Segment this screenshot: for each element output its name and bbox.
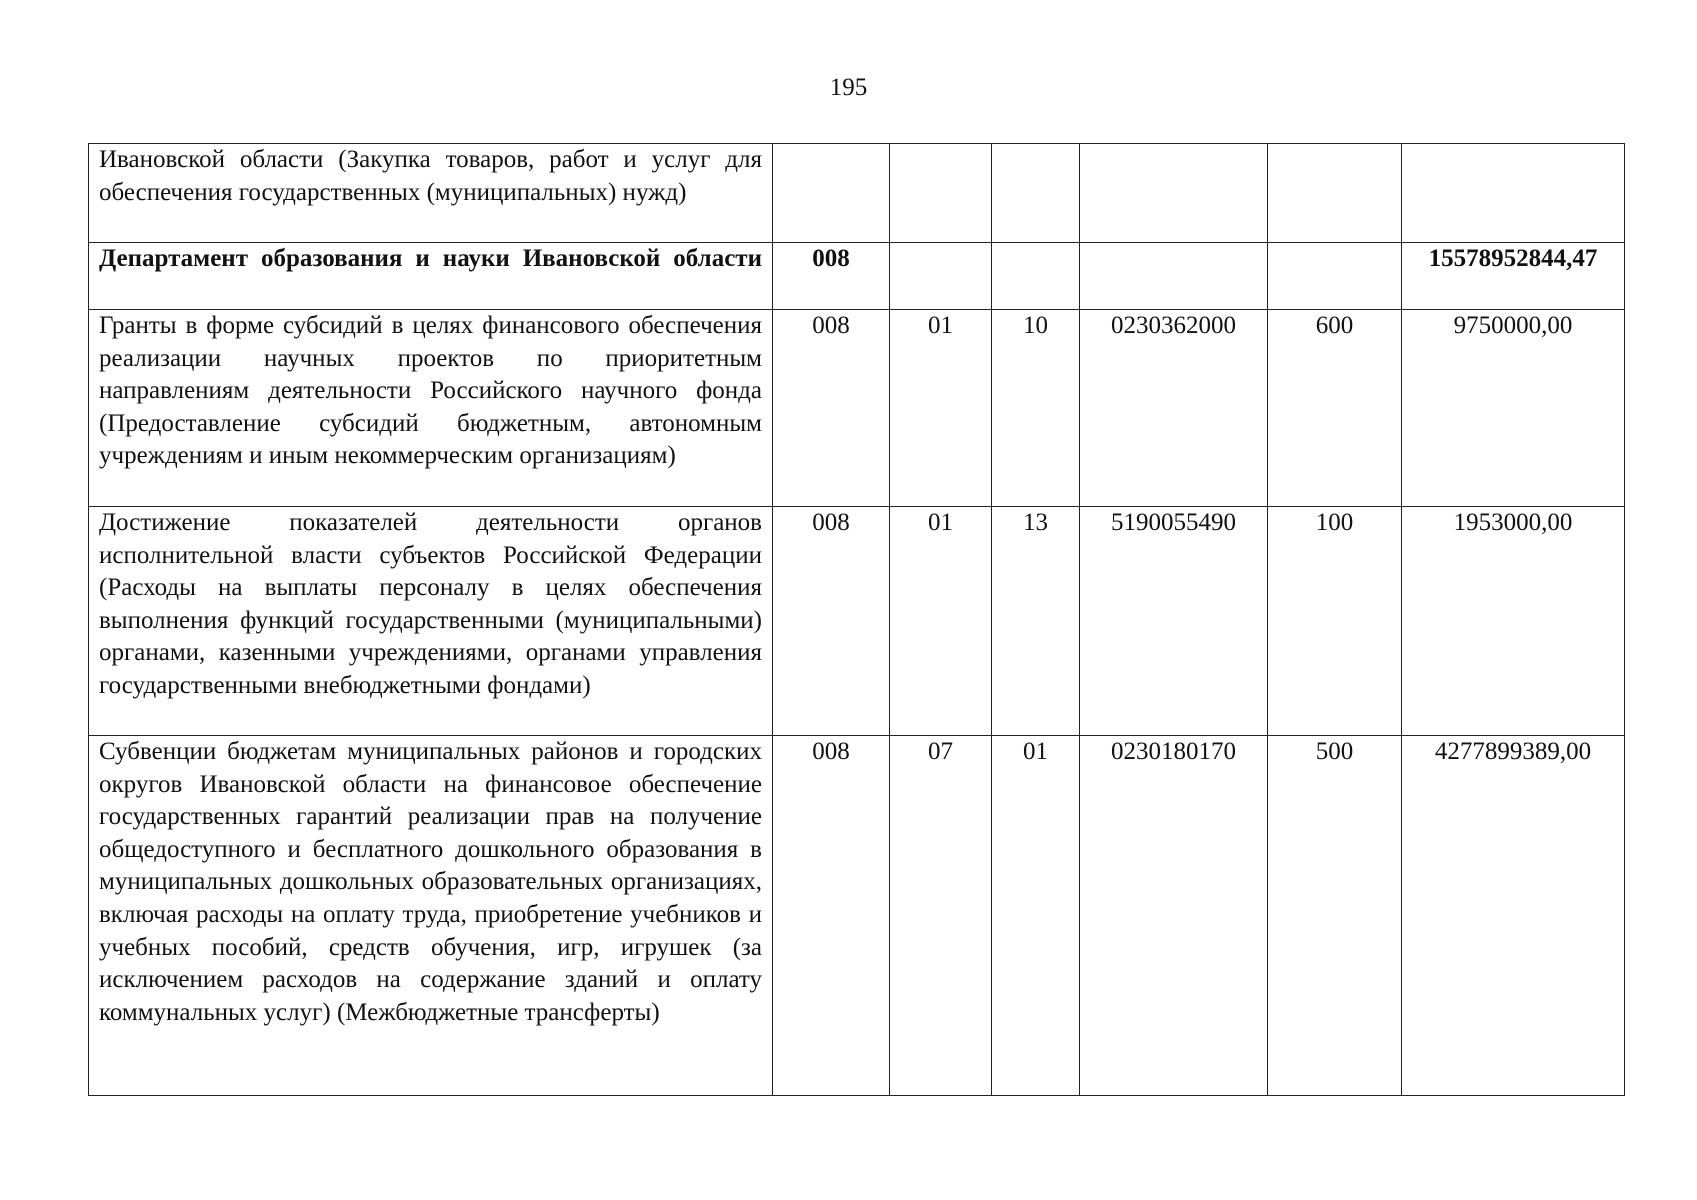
amount: 15578952844,47: [1402, 243, 1625, 310]
amount: 9750000,00: [1402, 310, 1625, 507]
ministry-code: 008: [773, 243, 890, 310]
section-code: 01: [890, 310, 992, 507]
subsection-code: 10: [992, 310, 1080, 507]
target-article-code: 0230180170: [1080, 736, 1268, 1096]
section-code: 01: [890, 507, 992, 736]
section-code: [890, 144, 992, 243]
expense-type-code: 500: [1268, 736, 1402, 1096]
page-number: 195: [829, 74, 868, 101]
ministry-code: 008: [773, 310, 890, 507]
table-row: [89, 736, 1625, 1096]
expense-type-code: 100: [1268, 507, 1402, 736]
row-description: Ивановской области (Закупка товаров, работ и услуг для обеспечения государственных (муниципальных) нужд): [89, 144, 773, 243]
row-description: Гранты в форме субсидий в целях финансового обеспечения реализации научных проектов по приоритетным направлениям деятельности Российского научного фонда (Предоставление субсидий бюджетным, автономным учреждениям и иным некоммерческим организациям): [89, 310, 773, 507]
subsection-code: 13: [992, 507, 1080, 736]
row-description: Субвенции бюджетам муниципальных районов и городских округов Ивановской области на финансовое обеспечение государственных гарантий реализации прав на получение общедоступного и бесплатного дошкольного образования в муниципальных дошкольных образовательных организациях, включая расходы на оплату труда, приобретение учебников и учебных пособий, средств обучения, игр, игрушек (за исключением расходов на содержание зданий и оплату коммунальных услуг) (Межбюджетные трансферты): [89, 736, 773, 1096]
ministry-code: 008: [773, 507, 890, 736]
amount: 1953000,00: [1402, 507, 1625, 736]
subsection-code: [992, 144, 1080, 243]
amount: 4277899389,00: [1402, 736, 1625, 1096]
target-article-code: [1080, 144, 1268, 243]
table-row: [89, 243, 1625, 310]
target-article-code: 5190055490: [1080, 507, 1268, 736]
subsection-code: 01: [992, 736, 1080, 1096]
ministry-code: 008: [773, 736, 890, 1096]
target-article-code: 0230362000: [1080, 310, 1268, 507]
row-description: Департамент образования и науки Ивановской области: [89, 243, 773, 310]
budget-table: [88, 143, 1625, 1096]
expense-type-code: [1268, 243, 1402, 310]
section-code: [890, 243, 992, 310]
row-description: Достижение показателей деятельности органов исполнительной власти субъектов Российской Федерации (Расходы на выплаты персоналу в целях обеспечения выполнения функций государственными (муниципальными) органами, казенными учреждениями, органами управления государственными внебюджетными фондами): [89, 507, 773, 736]
amount: [1402, 144, 1625, 243]
table-row: [89, 507, 1625, 736]
expense-type-code: 600: [1268, 310, 1402, 507]
ministry-code: [773, 144, 890, 243]
expense-type-code: [1268, 144, 1402, 243]
table-row: [89, 310, 1625, 507]
subsection-code: [992, 243, 1080, 310]
target-article-code: [1080, 243, 1268, 310]
section-code: 07: [890, 736, 992, 1096]
table-row: [89, 144, 1625, 243]
